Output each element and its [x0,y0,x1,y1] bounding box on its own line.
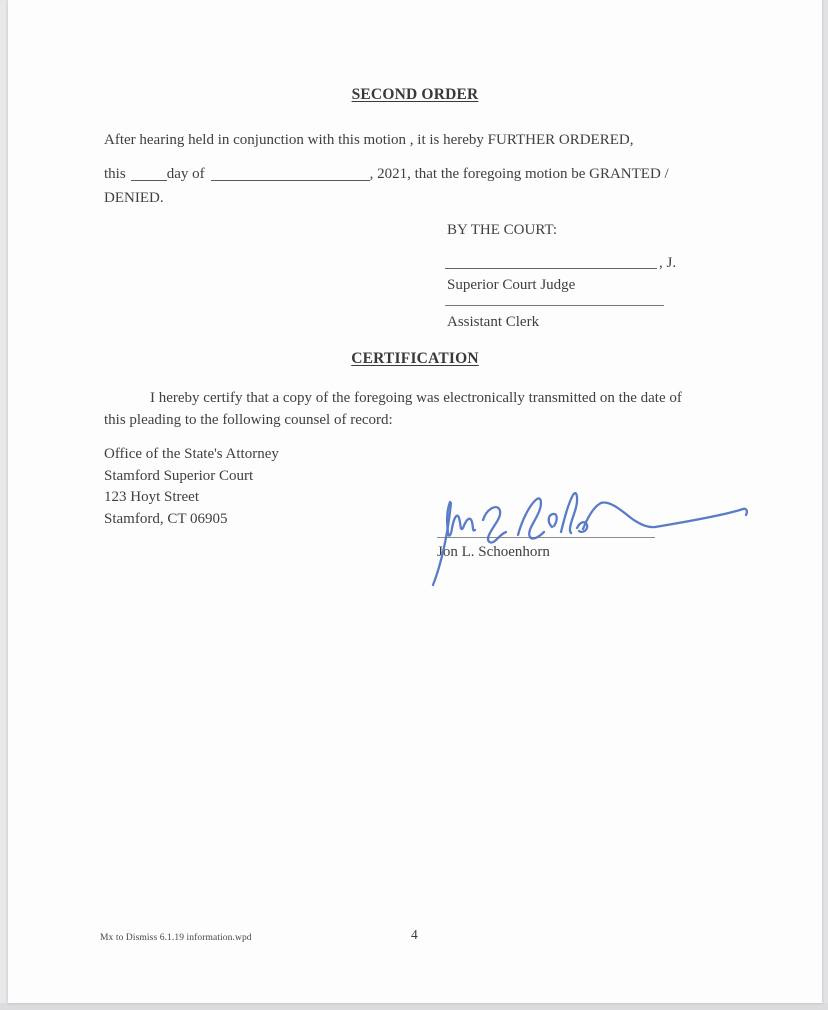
certification-heading [8,350,822,368]
certification-body-line1: I hereby certify that a copy of the foregoing was electronically transmitted on the date of [150,390,682,406]
signatory-signature-line [437,537,655,538]
order-denied-line: DENIED. [104,190,164,206]
order-date-line-mid: day of [166,166,205,182]
judge-signature-line [445,248,676,269]
order-date-line-post: , 2021, that the foregoing motion be GRANTED / [369,166,669,182]
second-order-heading [8,86,822,104]
second-order-heading-text: SECOND ORDER [351,86,479,103]
judge-title-label: Superior Court Judge [447,277,576,293]
judge-suffix: , J. [659,255,677,271]
signatory-name: Jon L. Schoenhorn [437,544,550,560]
recipient-line-office: Office of the State's Attorney [104,446,279,462]
recipient-line-street: 123 Hoyt Street [104,489,199,505]
recipient-line-court: Stamford Superior Court [104,467,254,484]
by-the-court-label: BY THE COURT: [447,222,558,238]
certification-body-line2: this pleading to the following counsel of record: [104,412,393,428]
recipient-address-block [104,444,279,530]
order-paragraph: After hearing held in conjunction with this motion , it is hereby FURTHER ORDERED, [104,132,634,148]
footer-page-number: 4 [411,927,418,942]
scan-edge-bottom [0,1003,828,1010]
blank-day-field [131,165,167,181]
clerk-signature-blank [445,305,664,306]
document-page [8,0,822,1003]
handwritten-signature-ink [425,482,750,587]
scan-edge-left [0,0,8,1010]
certification-heading-text: CERTIFICATION [351,350,479,367]
footer-filename: Mx to Dismiss 6.1.19 information.wpd [100,933,252,943]
recipient-line-city: Stamford, CT 06905 [104,510,228,527]
order-date-line [104,162,669,185]
scan-edge-right [822,0,828,1010]
clerk-title-label: Assistant Clerk [447,314,540,330]
order-date-line-pre: this [104,166,126,182]
judge-signature-blank [445,248,657,269]
blank-month-field [211,165,370,181]
